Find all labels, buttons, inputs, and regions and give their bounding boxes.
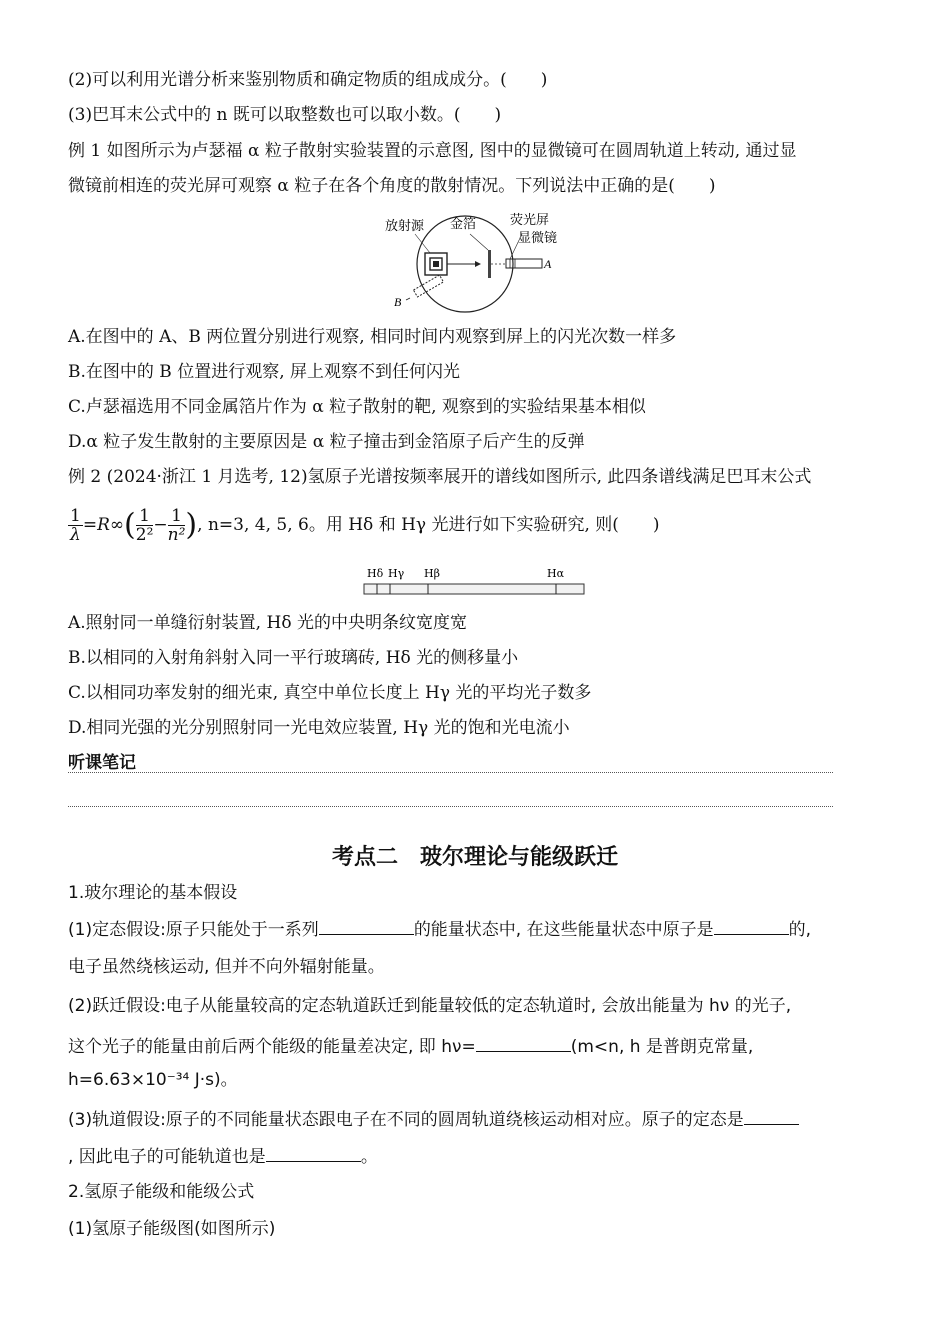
formula-lhs: $\frac{1}{\lambda}$ <box>70 506 81 545</box>
foil-label: 金箔 <box>450 217 477 232</box>
postulate-2-line1: (2)跃迁假设:电子从能量较高的定态轨道跃迁到能量较低的定态轨道时, 会放出能量为 hν 的光子, <box>68 996 792 1016</box>
label-h-gamma: Hγ <box>388 567 405 580</box>
blank-1[interactable] <box>319 916 414 935</box>
formula-term-2: $\frac{1}{\text{n²}}$ <box>167 506 186 545</box>
microscope-label: 显微镜 <box>518 231 558 246</box>
section-title: 考点二 玻尔理论与能级跃迁 <box>331 845 618 870</box>
blank-5[interactable] <box>266 1143 361 1162</box>
postulate-3-line2: , 因此电子的可能轨道也是 。 <box>68 1143 378 1169</box>
example-2-option-d: D.相同光强的光分别照射同一光电效应装置, Hγ 光的饱和光电流小 <box>68 718 570 738</box>
rutherford-apparatus-figure <box>380 208 580 314</box>
blank-4[interactable] <box>744 1106 799 1125</box>
example-1-stem-line2: 微镜前相连的荧光屏可观察 α 粒子在各个角度的散射情况。下列说法中正确的是( ) <box>68 176 716 196</box>
example-1-option-b: B.在图中的 B 位置进行观察, 屏上观察不到任何闪光 <box>68 362 461 382</box>
blank-3[interactable] <box>476 1033 571 1052</box>
screen-label: 荧光屏 <box>510 213 550 228</box>
notes-line-1 <box>68 772 833 773</box>
label-h-delta: Hδ <box>367 567 384 580</box>
postulate-3-line1: (3)轨道假设:原子的不同能量状态跟电子在不同的圆周轨道绕核运动相对应。原子的定态是 <box>68 1106 799 1132</box>
balmer-formula-line: $\frac{1}{\lambda}$ =R∞( $\frac{1}{\text{2²}}$ − $\frac{1}{\text{n²}}$ ), n=3, 4, 5, 6。用 Hδ 和 Hγ 光进行如下实验研究, 则( ) <box>70 506 660 545</box>
postulate-1-line1: (1)定态假设:原子只能处于一系列 的能量状态中, 在这些能量状态中原子是 的, <box>68 916 811 942</box>
example-1-option-c: C.卢瑟福选用不同金属箔片作为 α 粒子散射的靶, 观察到的实验结果基本相似 <box>68 397 646 417</box>
subsection-2-item-1: (1)氢原子能级图(如图所示) <box>68 1219 276 1239</box>
formula-rydberg: =R∞ <box>82 515 125 535</box>
microscope-b <box>413 275 443 297</box>
example-2-option-c: C.以相同功率发射的细光束, 真空中单位长度上 Hγ 光的平均光子数多 <box>68 683 592 703</box>
formula-term-1: $\frac{1}{\text{2²}}$ <box>135 506 154 545</box>
class-notes-heading: 听课笔记 <box>68 753 136 773</box>
postulate-1-line2: 电子虽然绕核运动, 但并不向外辐射能量。 <box>68 957 385 977</box>
example-1-option-d: D.α 粒子发生散射的主要原因是 α 粒子撞击到金箔原子后产生的反弹 <box>68 432 585 452</box>
gold-foil <box>488 250 491 278</box>
postulate-2-line2: 这个光子的能量由前后两个能级的能量差决定, 即 hν= (m<n, h 是普朗克常量, <box>68 1033 753 1059</box>
position-a-label: A <box>544 257 552 271</box>
blank-2[interactable] <box>714 916 789 935</box>
example-1-option-a: A.在图中的 A、B 两位置分别进行观察, 相同时间内观察到屏上的闪光次数一样多 <box>68 327 677 347</box>
source-label: 放射源 <box>385 219 425 234</box>
subsection-1-title: 1.玻尔理论的基本假设 <box>68 883 238 903</box>
formula-tail: , n=3, 4, 5, 6。用 Hδ 和 Hγ 光进行如下实验研究, 则( ) <box>197 515 660 535</box>
microscope-a <box>506 259 542 268</box>
example-2-stem: 例 2 (2024·浙江 1 月选考, 12)氢原子光谱按频率展开的谱线如图所示, 此四条谱线满足巴耳末公式 <box>68 467 812 487</box>
spectrum-bar <box>364 584 584 594</box>
notes-line-2 <box>68 806 833 807</box>
example-1-stem-line1: 例 1 如图所示为卢瑟福 α 粒子散射实验装置的示意图, 图中的显微镜可在圆周轨道上转动, 通过显 <box>68 141 797 161</box>
label-h-alpha: Hα <box>547 567 565 580</box>
postulate-2-line3: h=6.63×10⁻³⁴ J·s)。 <box>68 1070 238 1090</box>
question-3: (3)巴耳末公式中的 n 既可以取整数也可以取小数。( ) <box>68 105 502 125</box>
example-2-option-b: B.以相同的入射角斜射入同一平行玻璃砖, Hδ 光的侧移量小 <box>68 648 519 668</box>
question-2: (2)可以利用光谱分析来鉴别物质和确定物质的组成成分。( ) <box>68 70 548 90</box>
subsection-2-title: 2.氢原子能级和能级公式 <box>68 1182 255 1202</box>
position-b-label: B <box>394 295 402 309</box>
example-2-option-a: A.照射同一单缝衍射装置, Hδ 光的中央明条纹宽度宽 <box>68 613 467 633</box>
label-h-beta: Hβ <box>424 567 440 580</box>
hydrogen-spectrum-figure <box>362 562 588 598</box>
